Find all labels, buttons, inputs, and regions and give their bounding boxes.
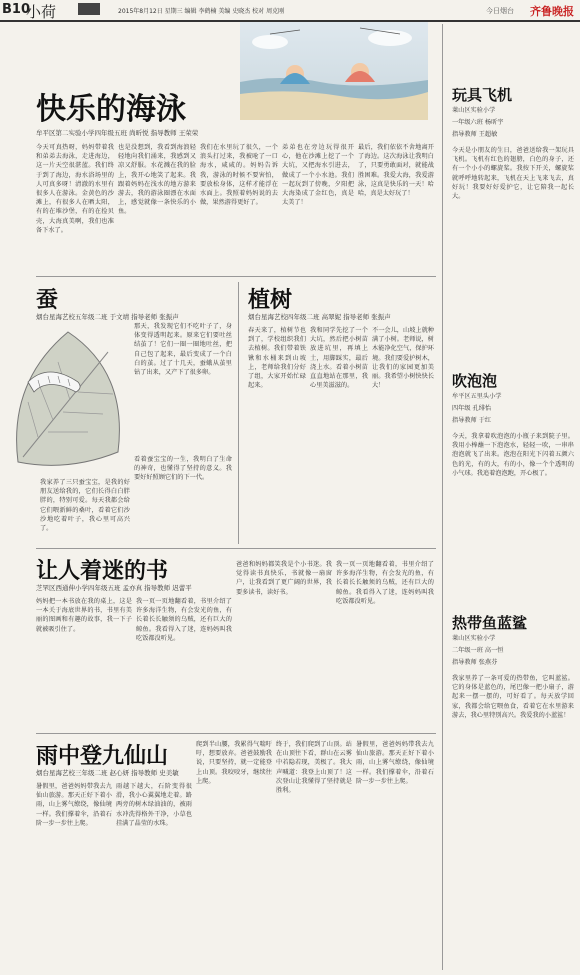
sidebar-meta-fish-3: 指导教师 张燕芬 bbox=[452, 659, 498, 666]
column-name: 小荷 bbox=[26, 3, 57, 21]
newspaper-brand: 齐鲁晚报 bbox=[530, 5, 574, 18]
issue-info: 2015年8月12日 星期三 编辑 李鹤楠 美编 史晓杰 校对 周克刚 bbox=[118, 8, 285, 15]
divider bbox=[36, 276, 436, 277]
beach-illustration bbox=[240, 22, 428, 120]
sidebar-meta-plane-2: 一年级六班 杨昕宇 bbox=[452, 119, 504, 126]
sidebar-title-plane: 玩具飞机 bbox=[452, 86, 513, 104]
article-body-silk-2: 那天，我发现它们不吃叶子了，身体变得透明起来。原来它们要吐丝结茧了！它们一圈一圈地吐丝，把自己包了起来，最后变成了一个白白的茧。过了十几天，蚕蛾从茧里钻了出来，又产下了很多卵。 bbox=[134, 323, 232, 377]
article-title-plant: 植树 bbox=[248, 287, 293, 313]
sidebar-meta-fish-1: 莱山区实验小学 bbox=[452, 635, 496, 642]
sidebar-body-bubble: 今天，我拿着吹泡泡的小瓶子来到院子里。我用小棒蘸一下泡泡水，轻轻一吹，一串串泡泡就飞了出来。泡泡在阳光下闪着五颜六色的光，有的大，有的小，像一个个透明的小气球。我追着泡泡跑，开心极了。 bbox=[452, 433, 574, 477]
article-body-plant-1: 春天来了，植树节也到了，学校组织我们去植树。我们带着铁锹和水桶来到山坡上，老师给我们分好了组，大家开始忙碌起来。 bbox=[248, 327, 306, 390]
sidebar-title-fish: 热带鱼蓝鲨 bbox=[452, 614, 528, 632]
column-tab-decoration bbox=[78, 3, 100, 15]
page-number: B10 bbox=[2, 2, 30, 17]
article-title-hike: 雨中登九仙山 bbox=[36, 743, 169, 769]
article-body-hike-3: 爬到半山腰，我累得气喘吁吁，想要放弃。爸爸鼓励我说，只要坚持，就一定能登上山顶。我咬咬牙，继续往上爬。 bbox=[196, 741, 272, 785]
article-body-book-1: 妈妈把一本书放在我的桌上，这是一本关于海底世界的书，书里有美丽的图画和有趣的故事，我一下子就被吸引住了。 bbox=[36, 598, 132, 633]
article-body-silk-3: 看着蚕宝宝的一生，我明白了生命的神奇，也懂得了坚持的意义。我要好好照顾它们的下一代。 bbox=[134, 456, 232, 482]
article-body-hike-1: 暑假里，爸爸妈妈带我去九仙山旅游。那天正好下着小雨，山上雾气缭绕，像仙境一样。我们撑着伞，沿着石阶一步一步往上爬。 bbox=[36, 783, 112, 827]
article-title-silk: 蚕 bbox=[36, 287, 59, 313]
sidebar-body-plane: 今天是小朋友的生日，爸爸送给我一架玩具飞机。飞机有红色的翅膀，白色的身子，还有一个小小的螺旋桨。我按下开关，螺旋桨就呼呼地转起来，飞机在天上飞来飞去，真好玩！我要好好爱护它，让它陪我一起长大。 bbox=[452, 147, 574, 201]
sidebar-meta-plane-3: 指导教师 王超敏 bbox=[452, 131, 498, 138]
sidebar-meta-bubble-1: 牟平区五里头小学 bbox=[452, 393, 502, 400]
article-body-plant-2: 我和同学先挖了一个大坑，然后把小树苗放进坑里，再填上土，用脚踩实，最后浇上水。看着小树苗直直地站在那里，我心里美滋滋的。 bbox=[310, 327, 368, 390]
article-title-swim: 快乐的海泳 bbox=[36, 92, 186, 127]
sidebar-meta-bubble-3: 指导教师 于红 bbox=[452, 417, 492, 424]
sidebar-title-bubble: 吹泡泡 bbox=[452, 372, 498, 390]
section-label: 今日烟台 bbox=[486, 7, 514, 15]
article-byline-book: 芝罘区西通伸小学四年级五班 孟亦真 指导教师 迟蕾平 bbox=[36, 584, 192, 592]
divider bbox=[36, 548, 436, 549]
article-body-swim-2: 也是没想到，我看到海浪轻轻地向我们涌来，我感到又凉又舒服。水花溅在我的脸上，我开心地笑了起来。我跟着妈妈在浅水的地方游来游去，我的游泳圈漂在水面上，感觉就像一条快乐的小鱼。 bbox=[118, 144, 196, 216]
sidebar-divider bbox=[442, 24, 443, 970]
article-byline-hike: 烟台星海艺校三年级二班 赵心妍 指导教师 史美敏 bbox=[36, 769, 179, 777]
sidebar-meta-plane-1: 莱山区实验小学 bbox=[452, 107, 496, 114]
article-body-book-4: 我一页一页地翻看着，书里介绍了许多海洋生物，有会发光的鱼，有长着长长触须的乌贼，还有巨大的鲸鱼。我看得入了迷，连妈妈叫我吃饭都没听见。 bbox=[336, 561, 434, 605]
article-title-book: 让人着迷的书 bbox=[36, 558, 169, 584]
article-body-swim-4: 弟弟也在旁边玩得很开心，他在沙滩上挖了一个大坑，又把海水引进去，做成了一个小水池。我们一起玩到了傍晚，夕阳把大海染成了金红色，真是太美了！ bbox=[282, 144, 354, 207]
sidebar-meta-bubble-2: 四年级 孔绯怡 bbox=[452, 405, 492, 412]
article-body-book-3: 爸爸和妈妈都笑我是个小书迷。我觉得读书真快乐，书就像一扇窗户，让我看到了更广阔的世界，我要多读书，读好书。 bbox=[236, 561, 332, 596]
article-byline-swim: 牟平区第二实验小学四年级五班 尚昕悦 指导教师 王荣荣 bbox=[36, 129, 199, 137]
article-body-book-2: 我一页一页地翻看着，书里介绍了许多海洋生物，有会发光的鱼，有长着长长触须的乌贼，还有巨大的鲸鱼。我看得入了迷，连妈妈叫我吃饭都没听见。 bbox=[136, 598, 232, 642]
article-body-hike-5: 暑假里，爸爸妈妈带我去九仙山旅游。那天正好下着小雨，山上雾气缭绕，像仙境一样。我们撑着伞，沿着石阶一步一步往上爬。 bbox=[356, 741, 434, 785]
article-body-silk-1: 我家养了三只蚕宝宝，是我的好朋友送给我的，它们长得白白胖胖的，特别可爱。每天我都会给它们喂新鲜的桑叶，看着它们沙沙地吃着叶子，我心里可高兴了。 bbox=[40, 479, 130, 533]
article-body-swim-1: 今天可真热呀，妈妈带着我和弟弟去海泳，走进海边，这一片天空很湛蓝。我们终于到了海边，海水浴场里的人可真多呀！清澈的水里有很多人在游泳。金黄色的沙滩上，有很多人在晒太阳，有的在堆沙堡，有的在捡贝壳，大海真美啊，我们也准备下水了。 bbox=[36, 144, 114, 234]
article-body-swim-5: 最后，我们依依不舍地离开了海边。这次海泳让我明白了，只要勇敢面对，就能战胜困难。我爱大海，我爱游泳，这真是快乐的一天！哈哈，真是太好玩了！ bbox=[358, 144, 434, 198]
divider bbox=[36, 733, 436, 734]
article-body-swim-3: 我们在水里玩了很久，一个浪头打过来，我被呛了一口海水，咸咸的。妈妈告诉我，游泳的时候不要害怕，要放松身体，这样才能浮在水面上。我照着妈妈说的去做，果然游得更好了。 bbox=[200, 144, 278, 207]
article-body-hike-2: 雨越下越大，石阶变得很滑，我小心翼翼地走着。路两旁的树木绿油油的，被雨水冲洗得格外干净，小草也挂满了晶莹的水珠。 bbox=[116, 783, 192, 827]
article-body-hike-4: 终于，我们爬到了山顶。站在山顶往下看，群山在云雾中若隐若现，美极了。我大声喊道：我登上山顶了！这次登山让我懂得了坚持就是胜利。 bbox=[276, 741, 352, 795]
article-byline-plant: 烟台星海艺校四年级二班 高翠妮 指导老师 张振声 bbox=[248, 313, 391, 321]
article-byline-silk: 烟台星海艺校五年级二班 于文靖 指导老师 张振声 bbox=[36, 313, 179, 321]
divider bbox=[238, 282, 239, 544]
article-body-plant-3: 不一会儿，山坡上就种满了小树。老师说，树木能净化空气，保护环境。我们要爱护树木，让我们的家园更加美丽。我希望小树快快长大！ bbox=[372, 327, 434, 390]
silkworm-leaf-illustration bbox=[8, 322, 132, 472]
sidebar-body-fish: 我家里养了一条可爱的热带鱼，它叫蓝鲨。它的身体是蓝色的，尾巴像一把小扇子，游起来一摆一摆的，可好看了。每天放学回家，我都会给它喂鱼食，看着它在水里游来游去，我心里特别高兴。我爱我的小蓝鲨！ bbox=[452, 675, 574, 719]
sidebar-meta-fish-2: 二年级一班 高一恒 bbox=[452, 647, 504, 654]
